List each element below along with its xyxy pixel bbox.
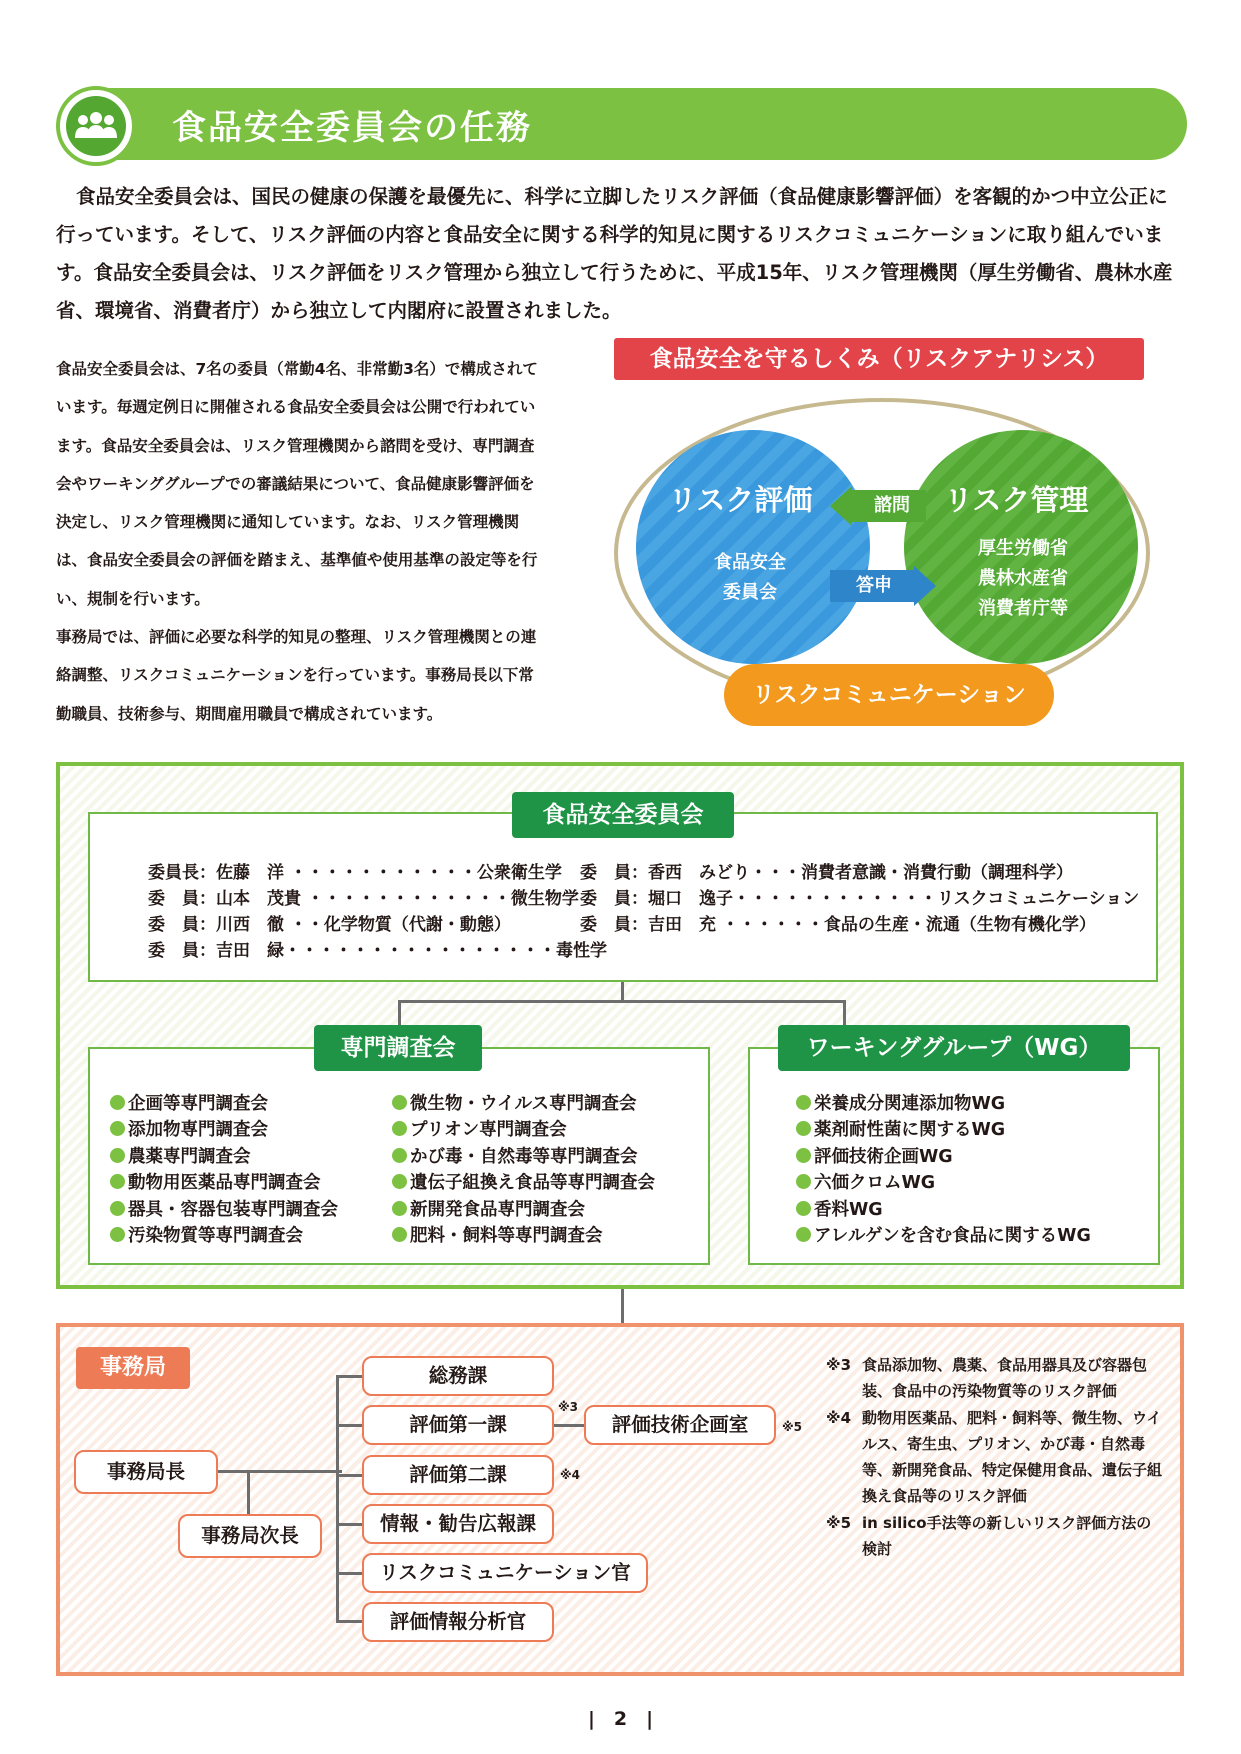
connector-line: [621, 1289, 624, 1323]
list-item: 微生物・ウイルス専門調査会: [392, 1090, 636, 1115]
note-item: ※5 in silico手法等の新しいリスク評価方法の検討: [826, 1514, 1152, 1558]
committee-paragraph: 食品安全委員会は、7名の委員（常勤4名、非常勤3名）で構成されています。毎週定例日に開催される食品安全委員会は公開で行われています。食品安全委員会は、リスク管理機関から諮問を受け、専門調査会やワーキンググループでの審議結果について、食品健康影響評価を決定し、リスク管理機関に通知しています。なお、リスク管理機関は、食品安全委員会の評価を踏まえ、基準値や使用基準の設定等を行い、規制を行います。: [56, 360, 538, 608]
list-item: 新開発食品専門調査会: [392, 1196, 585, 1221]
page-number: | 2 |: [587, 1708, 654, 1730]
section-header: [56, 86, 1187, 162]
bullet-icon: [796, 1095, 811, 1110]
bullet-icon: [796, 1121, 811, 1136]
member-row: 委 員：川西 徹 ・・化学物質（代謝・動態）: [148, 915, 511, 935]
expert-committees-title: 専門調査会: [314, 1025, 482, 1071]
division-risk-communication: リスクコミュニケーション官: [362, 1553, 648, 1593]
bullet-icon: [796, 1227, 811, 1242]
connector-line: [336, 1474, 362, 1477]
bullet-icon: [110, 1201, 125, 1216]
list-item: 六価クロムWG: [796, 1169, 935, 1194]
connector-line: [336, 1523, 362, 1526]
list-item: 器具・容器包装専門調査会: [110, 1196, 338, 1221]
connector-line: [621, 982, 624, 1002]
list-item: 香料WG: [796, 1196, 883, 1221]
bullet-icon: [796, 1201, 811, 1216]
connector-line: [336, 1424, 362, 1427]
note-item: ※4 動物用医薬品、肥料・飼料等、微生物、ウイルス、寄生虫、プリオン、かび毒・自然毒等、新開発食品、特定保健用食品、遺伝子組換え食品等のリスク評価: [826, 1409, 1163, 1505]
list-item: 遺伝子組換え食品等専門調査会: [392, 1169, 655, 1194]
connector-line: [398, 1000, 846, 1003]
list-item: 栄養成分関連添加物WG: [796, 1090, 1005, 1115]
list-item: 汚染物質等専門調査会: [110, 1222, 303, 1247]
list-item: 動物用医薬品専門調査会: [110, 1169, 321, 1194]
intro-paragraph: 食品安全委員会は、国民の健康の保護を最優先に、科学に立脚したリスク評価（食品健康影響評価）を客観的かつ中立公正に行っています。そして、リスク評価の内容と食品安全に関する科学的知見に関するリスクコミュニケーションに取り組んでいます。食品安全委員会は、リスク評価をリスク管理から独立して行うために、平成15年、リスク管理機関（厚生労働省、農林水産省、環境省、消費者庁）から独立して内閣府に設置されました。: [56, 185, 1173, 322]
list-item: かび毒・自然毒等専門調査会: [392, 1143, 638, 1168]
consult-label: 諮問: [874, 495, 910, 516]
bullet-icon: [110, 1121, 125, 1136]
page-title: 食品安全委員会の任務: [172, 108, 532, 148]
secretariat-paragraph: 事務局では、評価に必要な科学的知見の整理、リスク管理機関との連絡調整、リスクコミュニケーションを行っています。事務局長以下常勤職員、技術参与、期間雇用職員で構成されています。: [56, 628, 537, 723]
connector-line: [336, 1375, 339, 1622]
bullet-icon: [796, 1148, 811, 1163]
member-row: 委 員：吉田 緑・・・・・・・・・・・・・・・・毒性学: [148, 941, 607, 961]
bullet-icon: [110, 1227, 125, 1242]
bullet-icon: [392, 1148, 407, 1163]
division-information-analysis: 評価情報分析官: [362, 1602, 554, 1642]
risk-assessment-body: 食品安全 委員会: [714, 552, 786, 603]
note-item: ※3 食品添加物、農薬、食品用器具及び容器包装、食品中の汚染物質等のリスク評価: [826, 1356, 1148, 1400]
connector-line: [218, 1470, 342, 1473]
bullet-icon: [110, 1174, 125, 1189]
connector-line: [336, 1375, 362, 1378]
division-information: 情報・勧告広報課: [362, 1504, 554, 1544]
list-item: 企画等専門調査会: [110, 1090, 268, 1115]
connector-line: [336, 1620, 362, 1623]
notes: [826, 1352, 1166, 1563]
bullet-icon: [392, 1095, 407, 1110]
bullet-icon: [110, 1148, 125, 1163]
connector-line: [336, 1572, 362, 1575]
risk-analysis-title: 食品安全を守るしくみ（リスクアナリシス）: [614, 338, 1144, 380]
member-row: 委 員：香西 みどり・・・消費者意識・消費行動（調理科学）: [580, 863, 1073, 883]
people-icon: [66, 96, 126, 156]
committee-title: 食品安全委員会: [512, 792, 734, 838]
member-row: 委 員：堀口 逸子・・・・・・・・・・・・リスクコミュニケーション: [580, 889, 1140, 909]
connector-line: [552, 1424, 584, 1427]
list-item: アレルゲンを含む食品に関するWG: [796, 1222, 1091, 1247]
risk-management-label: リスク管理: [944, 483, 1089, 517]
risk-management-body: 厚生労働省 農林水産省 消費者庁等: [978, 538, 1068, 619]
bullet-icon: [392, 1201, 407, 1216]
bullet-icon: [110, 1095, 125, 1110]
bullet-icon: [392, 1121, 407, 1136]
member-row: 委 員：吉田 充 ・・・・・・食品の生産・流通（生物有機化学）: [580, 915, 1096, 935]
deputy-director-box: 事務局次長: [178, 1514, 322, 1558]
director-box: 事務局長: [74, 1450, 218, 1494]
report-label: 答申: [856, 575, 892, 596]
note-mark: ※4: [560, 1468, 581, 1482]
member-row: 委員長：佐藤 洋 ・・・・・・・・・・・公衆衛生学: [148, 863, 562, 883]
tech-planning-office: 評価技術企画室: [584, 1405, 776, 1445]
list-item: 農薬専門調査会: [110, 1143, 251, 1168]
list-item: 評価技術企画WG: [796, 1143, 953, 1168]
note-mark: ※3: [558, 1400, 579, 1414]
risk-assessment-label: リスク評価: [668, 483, 813, 517]
list-item: プリオン専門調査会: [392, 1116, 567, 1141]
bullet-icon: [392, 1174, 407, 1189]
note-mark: ※5: [782, 1420, 803, 1434]
bullet-icon: [796, 1174, 811, 1189]
committee-description: [56, 350, 546, 733]
list-item: 肥料・飼料等専門調査会: [392, 1222, 603, 1247]
division-evaluation-2: 評価第二課: [362, 1455, 554, 1495]
header-icon-circle: [56, 86, 136, 166]
list-item: 薬剤耐性菌に関するWG: [796, 1116, 1005, 1141]
bullet-icon: [392, 1227, 407, 1242]
member-row: 委 員：山本 茂貴 ・・・・・・・・・・・・微生物学: [148, 889, 579, 909]
risk-communication-pill: リスクコミュニケーション: [724, 664, 1054, 726]
division-general-affairs: 総務課: [362, 1356, 554, 1396]
division-evaluation-1: 評価第一課: [362, 1405, 554, 1445]
risk-assessment-circle: [636, 430, 870, 664]
list-item: 添加物専門調査会: [110, 1116, 268, 1141]
working-groups-title: ワーキンググループ（WG）: [778, 1025, 1130, 1071]
secretariat-title: 事務局: [76, 1347, 190, 1389]
